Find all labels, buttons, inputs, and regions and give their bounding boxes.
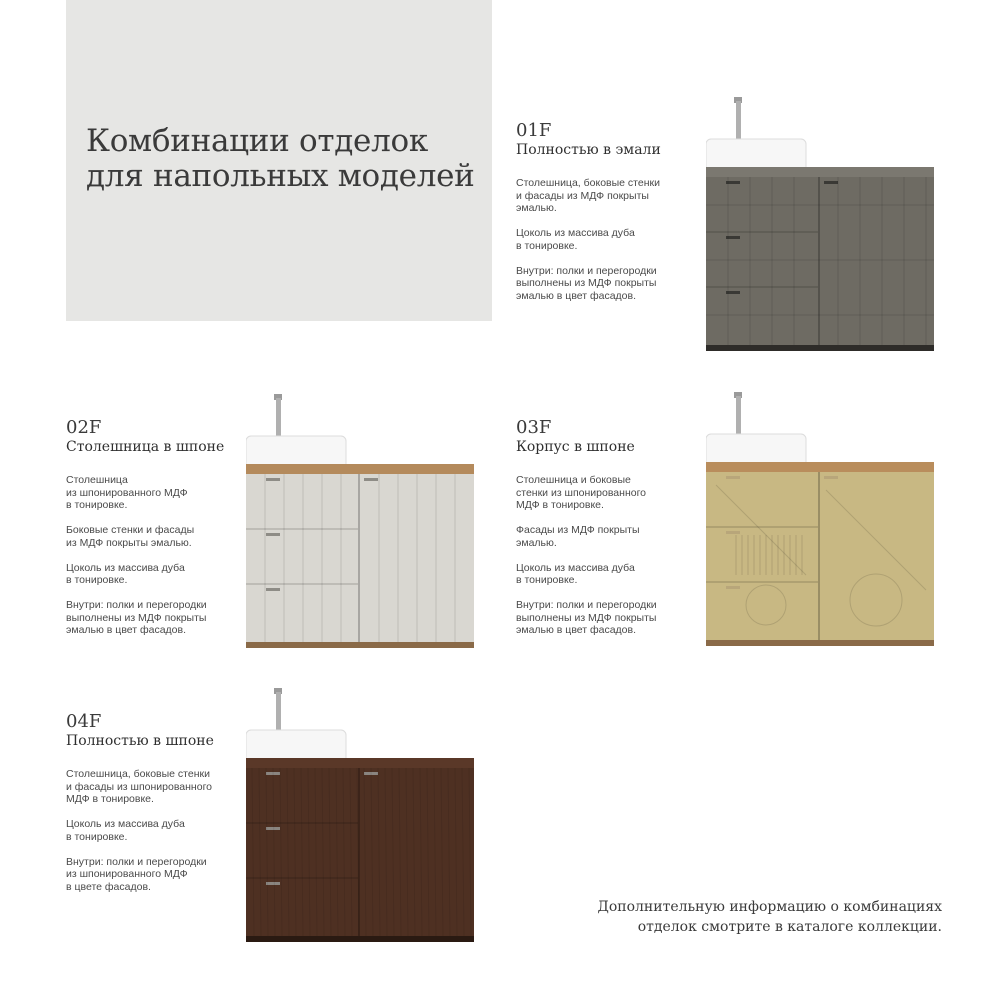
finish-01f-description xyxy=(516,121,716,315)
finish-paragraph: Фасады из МДФ покрыты эмалью. xyxy=(516,524,640,549)
cabinet-02f-image xyxy=(246,392,476,650)
countertop xyxy=(706,462,934,472)
finish-03f-description xyxy=(516,418,716,649)
handle-icon xyxy=(726,476,740,479)
faucet-icon xyxy=(736,101,741,141)
handle-icon xyxy=(266,882,280,885)
cabinet-03f-image xyxy=(706,390,936,648)
handle-icon xyxy=(824,476,838,479)
finish-paragraph: Внутри: полки и перегородки выполнены из МДФ покрыты эмалью в цвет фасадов. xyxy=(516,264,657,302)
countertop xyxy=(246,464,474,474)
finish-paragraph: Цоколь из массива дуба в тонировке. xyxy=(66,818,185,843)
finish-paragraph: Боковые стенки и фасады из МДФ покрыты эмалью. xyxy=(66,524,195,549)
faucet-icon xyxy=(276,692,281,732)
plinth xyxy=(246,642,474,648)
cabinet-body xyxy=(706,472,934,640)
handle-icon xyxy=(266,588,280,591)
finish-code: 04F xyxy=(66,711,102,732)
finish-paragraph: Столешница и боковые стенки из шпонированного МДФ в тонировке. xyxy=(516,474,647,511)
footnote-line-2: отделок смотрите в каталоге коллекции. xyxy=(637,919,942,935)
handle-icon xyxy=(824,181,838,184)
handle-icon xyxy=(726,586,740,589)
handle-icon xyxy=(266,827,280,830)
faucet-icon xyxy=(736,396,741,436)
handle-icon xyxy=(726,531,740,534)
finish-paragraph: Цоколь из массива дуба в тонировке. xyxy=(516,227,635,252)
finish-name: Полностью в эмали xyxy=(516,142,661,158)
cabinet-04f-image xyxy=(246,686,476,944)
footnote-line-1: Дополнительную информацию о комбинациях xyxy=(597,899,942,915)
finish-name: Столешница в шпоне xyxy=(66,439,225,455)
finish-paragraph: Столешница, боковые стенки и фасады из МДФ покрыты эмалью. xyxy=(516,177,660,214)
page-title-line-2: для напольных моделей xyxy=(86,158,475,194)
finish-paragraph: Столешница, боковые стенки и фасады из шпонированного МДФ в тонировке. xyxy=(66,768,213,805)
finish-paragraph: Внутри: полки и перегородки выполнены из МДФ покрыты эмалью в цвет фасадов. xyxy=(516,599,657,636)
finish-name: Полностью в шпоне xyxy=(66,733,214,749)
finish-paragraph: Внутри: полки и перегородки из шпонированного МДФ в цвете фасадов. xyxy=(66,855,207,893)
cabinet-body xyxy=(706,177,934,345)
finish-02f-description xyxy=(66,418,266,649)
finish-paragraph: Внутри: полки и перегородки выполнены из МДФ покрыты эмалью в цвет фасадов. xyxy=(66,599,207,636)
finish-paragraph: Столешница из шпонированного МДФ в тонировке. xyxy=(66,474,188,511)
countertop xyxy=(706,167,934,177)
handle-icon xyxy=(364,478,378,481)
handle-icon xyxy=(266,478,280,481)
finish-paragraph: Цоколь из массива дуба в тонировке. xyxy=(66,561,185,586)
footnote xyxy=(597,897,942,937)
finish-name: Корпус в шпоне xyxy=(516,439,635,455)
finish-code: 02F xyxy=(66,417,102,438)
plinth xyxy=(706,345,934,351)
handle-icon xyxy=(266,533,280,536)
faucet-icon xyxy=(276,398,281,438)
finish-code: 01F xyxy=(516,120,552,141)
hero-panel xyxy=(66,0,492,321)
page-title xyxy=(86,124,475,194)
finish-04f-description xyxy=(66,712,266,906)
plinth xyxy=(706,640,934,646)
cabinet-body xyxy=(246,474,474,642)
plinth xyxy=(246,936,474,942)
finish-paragraph: Цоколь из массива дуба в тонировке. xyxy=(516,561,635,586)
cabinet-01f-image xyxy=(706,95,936,353)
finish-code: 03F xyxy=(516,417,552,438)
page-title-line-1: Комбинации отделок xyxy=(86,123,428,159)
countertop xyxy=(246,758,474,768)
